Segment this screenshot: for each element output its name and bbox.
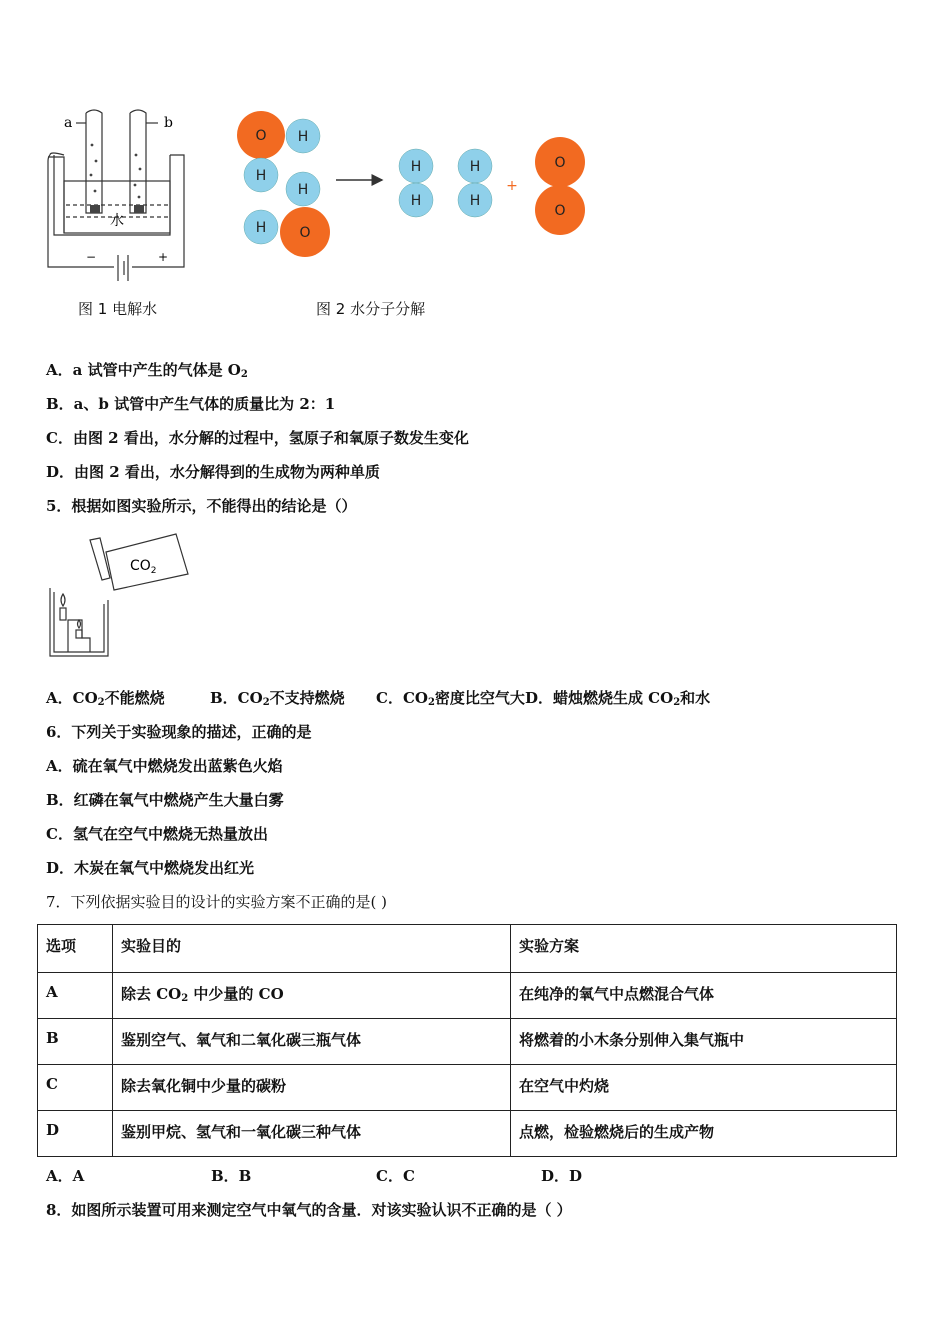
figure-co2-pouring bbox=[46, 530, 196, 662]
table-row bbox=[38, 1065, 897, 1111]
q4-option-b: B．a、b 试管中产生气体的质量比为 2：1 bbox=[46, 395, 336, 413]
row-option: A bbox=[38, 973, 113, 1019]
oxygen-atom-label: O bbox=[554, 155, 566, 171]
q5-option-b: B．$CO_2$不支持燃烧 bbox=[210, 689, 345, 708]
row-plan: 将燃着的小木条分别伸入集气瓶中 bbox=[511, 1019, 897, 1065]
hydrogen-atom-label: H bbox=[469, 193, 481, 209]
figure-water-decomposition bbox=[230, 105, 600, 265]
hydrogen-atom-label: H bbox=[410, 159, 422, 175]
q8-stem: 8．如图所示装置可用来测定空气中氧气的含量．对该实验认识不正确的是（ ） bbox=[46, 1201, 572, 1219]
plus-sign: + bbox=[506, 178, 518, 194]
table-header-row bbox=[38, 925, 897, 973]
hydrogen-atom-label: H bbox=[469, 159, 481, 175]
atoms bbox=[237, 111, 585, 257]
q7-answer-b: B．B bbox=[211, 1167, 252, 1185]
hydrogen-atom-label: H bbox=[255, 220, 267, 236]
row-option: B bbox=[38, 1019, 113, 1065]
oxygen-atom-label: O bbox=[255, 128, 267, 144]
hydrogen-atom-label: H bbox=[410, 193, 422, 209]
q5-option-c: C．$CO_2$密度比空气大 bbox=[376, 689, 525, 708]
row-goal: 除去 $CO_2$ 中少量的 CO bbox=[113, 973, 511, 1019]
row-plan: 在空气中灼烧 bbox=[511, 1065, 897, 1111]
q4-option-d: D．由图 2 看出，水分解得到的生成物为两种单质 bbox=[46, 463, 380, 481]
hydrogen-atom-label: H bbox=[255, 168, 267, 184]
row-option: D bbox=[38, 1111, 113, 1157]
oxygen-atom-label: O bbox=[554, 203, 566, 219]
q6-option-b: B．红磷在氧气中燃烧产生大量白雾 bbox=[46, 791, 284, 809]
figure2-caption: 图 2 水分子分解 bbox=[316, 300, 426, 318]
table-row bbox=[38, 1019, 897, 1065]
table-row bbox=[38, 973, 897, 1019]
figure-electrolysis bbox=[44, 105, 194, 285]
oxygen-atom-label: O bbox=[299, 225, 311, 241]
hydrogen-atom-label: H bbox=[297, 129, 309, 145]
q5-option-d: D．蜡烛燃烧生成 $CO_2$和水 bbox=[524, 689, 711, 708]
table-row bbox=[38, 1111, 897, 1157]
q5-stem: 5．根据如图实验所示，不能得出的结论是（） bbox=[46, 497, 357, 515]
q6-option-d: D．木炭在氧气中燃烧发出红光 bbox=[46, 859, 255, 877]
q6-option-a: A．硫在氧气中燃烧发出蓝紫色火焰 bbox=[46, 757, 283, 775]
water-label: 水 bbox=[110, 213, 124, 229]
q6-option-c: C．氢气在空气中燃烧无热量放出 bbox=[46, 825, 268, 843]
row-option: C bbox=[38, 1065, 113, 1111]
bottle-label: $CO_2$ bbox=[130, 558, 157, 576]
q6-stem: 6．下列关于实验现象的描述，正确的是 bbox=[46, 723, 312, 741]
q5-options bbox=[46, 688, 710, 713]
q7-answer-d: D．D bbox=[541, 1167, 583, 1185]
header-option: 选项 bbox=[38, 925, 113, 973]
row-goal: 鉴别甲烷、氢气和一氧化碳三种气体 bbox=[113, 1111, 511, 1157]
header-goal: 实验目的 bbox=[113, 925, 511, 973]
q7-answers bbox=[46, 1166, 582, 1186]
q4-option-c: C．由图 2 看出，水分解的过程中，氢原子和氧原子数发生变化 bbox=[46, 429, 469, 447]
row-plan: 在纯净的氧气中点燃混合气体 bbox=[511, 973, 897, 1019]
plus-label: + bbox=[158, 250, 169, 264]
header-plan: 实验方案 bbox=[511, 925, 897, 973]
q7-table bbox=[37, 924, 897, 1157]
row-goal: 鉴别空气、氧气和二氧化碳三瓶气体 bbox=[113, 1019, 511, 1065]
tube-label-a: a bbox=[64, 115, 73, 131]
q7-answer-a: A．A bbox=[46, 1167, 85, 1185]
q5-option-a: A．$CO_2$不能燃烧 bbox=[46, 689, 165, 708]
q7-answer-c: C．C bbox=[376, 1167, 415, 1185]
tube-label-b: b bbox=[164, 115, 173, 131]
row-goal: 除去氧化铜中少量的碳粉 bbox=[113, 1065, 511, 1111]
figure1-caption: 图 1 电解水 bbox=[78, 300, 158, 318]
hydrogen-atom-label: H bbox=[297, 182, 309, 198]
q7-stem: 7．下列依据实验目的设计的实验方案不正确的是( ) bbox=[46, 893, 388, 911]
q4-option-a: A．a 试管中产生的气体是 $O_2$ bbox=[46, 361, 248, 380]
row-plan: 点燃，检验燃烧后的生成产物 bbox=[511, 1111, 897, 1157]
minus-label: − bbox=[86, 250, 97, 264]
